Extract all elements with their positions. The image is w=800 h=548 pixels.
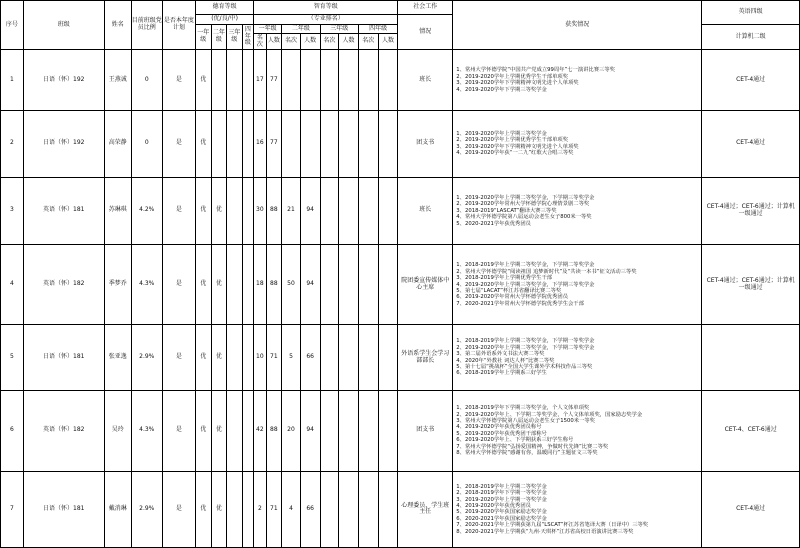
row-social-work: 院团委宣传媒体中心主席 [398,245,453,325]
row-rank-year-2: 21 [282,177,301,245]
row-party-ratio: 4.3% [131,390,162,471]
award-item: 1、2019-2020学年上学期三等奖学金 [456,131,547,138]
row-rank-year-2: 50 [282,245,301,325]
award-item: 7、常州大学怀德学院“弘扬爱国精神，争做时代先锋”比赛二等奖 [456,443,609,450]
header-english-cet4: 英语四级 [702,1,800,25]
row-social-work: 外语系学生会学习部部长 [398,325,453,390]
row-rank-year-3 [320,390,339,471]
award-item: 5、第十七届“挑战杯”全国大学生课外学术科技作品三等奖 [456,364,593,370]
award-item: 3、2019-2020学年上学期一等奖学金 [456,496,547,503]
row-people-year-3 [339,177,359,245]
row-rank-year-3 [320,471,339,547]
row-people-year-1: 77 [266,111,282,177]
row-english-computer: CET-4通过 [702,111,800,177]
award-item: 3、第二届外语系外文书法大赛二等奖 [456,351,545,358]
header-computer-level2: 计算机二级 [702,25,800,50]
row-moral-year-2: 优 [211,390,227,471]
row-party-ratio: 4.2% [131,177,162,245]
row-moral-year-3 [227,111,243,177]
header-moral-year-2: 二年级 [211,25,227,50]
row-people-year-2: 94 [300,177,320,245]
row-seq: 6 [1,390,24,471]
row-party-ratio: 2.9% [131,325,162,390]
row-social-work: 团支书 [398,111,453,177]
row-name: 高荣静 [104,111,131,177]
row-moral-year-2: 优 [211,245,227,325]
header-rank-3: 名次 [320,34,339,50]
row-people-year-4 [378,50,398,111]
row-people-year-3 [339,245,359,325]
row-name: 王燕诚 [104,50,131,111]
row-awards [453,50,702,111]
award-item: 2、2019-2020学年上学期二等奖学金，下学期二等奖学金 [456,344,595,351]
header-intel-year-1: 一年级 [254,25,282,34]
row-english-computer: CET-4通过 [702,50,800,111]
header-moral-year-4: 四年级 [242,25,253,50]
row-moral-year-4 [242,325,253,390]
award-item: 4、2019-2020学年获优秀团员称号 [456,424,542,431]
row-moral-year-2 [211,50,227,111]
row-people-year-2 [300,111,320,177]
award-item: 4、2020年“外教社 词达人杯”比赛二等奖 [456,357,555,364]
row-rank-year-2: 4 [282,471,301,547]
row-moral-year-4 [242,50,253,111]
header-rank-1: 名次 [254,34,266,50]
header-intel-year-4: 四年级 [358,25,397,34]
row-rank-year-3 [320,245,339,325]
row-people-year-2: 94 [300,245,320,325]
row-rank-year-3 [320,50,339,111]
award-item: 2、2019-2020学年上学期优秀学生干部单项奖 [456,137,568,144]
row-name: 张亚逸 [104,325,131,390]
row-name: 吴玲 [104,390,131,471]
row-moral-year-3 [227,390,243,471]
award-item: 4、2019-2020学年下学期三等奖学金 [456,86,547,93]
row-moral-year-4 [242,471,253,547]
row-people-year-3 [339,325,359,390]
row-english-computer: CET-4通过 [702,471,800,547]
row-rank-year-4 [358,471,378,547]
row-class: 日语（怀）181 [23,471,104,547]
header-moral-year-3: 三年级 [227,25,243,50]
row-people-year-4 [378,245,398,325]
table-row [1,390,800,471]
row-seq: 2 [1,111,24,177]
header-people-2: 人数 [300,34,320,50]
row-moral-year-4 [242,390,253,471]
award-item: 2、2019-2020学年上学期优秀学生干部单项奖 [456,73,568,80]
row-seq: 5 [1,325,24,390]
award-item: 5、2020-2021学年获优秀团员 [456,220,531,227]
row-party-ratio: 0 [131,111,162,177]
row-rank-year-2 [282,50,301,111]
row-rank-year-1: 2 [254,471,266,547]
award-item: 2、2019-2020学年上、下学期二等奖学金，个人文体单项奖，国家励志奖学金 [456,411,643,418]
row-rank-year-1: 16 [254,111,266,177]
row-people-year-3 [339,111,359,177]
header-class: 班级 [23,1,104,50]
row-seq: 7 [1,471,24,547]
table-row [1,177,800,245]
award-item: 5、2019-2020学年获优秀团干部称号 [456,430,547,437]
row-moral-year-1: 优 [196,325,212,390]
header-intel-grade: 智育等级 [254,1,398,15]
row-people-year-2: 66 [300,325,320,390]
header-intel-year-3: 三年级 [320,25,358,34]
row-english-computer [702,325,800,390]
row-rank-year-1: 18 [254,245,266,325]
table-row [1,50,800,111]
award-item: 6、2019-2020学年常州大学怀德学院优秀团员 [456,294,568,301]
row-awards [453,177,702,245]
award-item: 3、2019-2020学年下学期精神文明先进个人单项奖 [456,80,579,87]
row-people-year-1: 71 [266,325,282,390]
award-item: 4、常州大学怀德学院第八届运动会老生女子800米一等奖 [456,214,592,221]
award-item: 2、2018-2019学年下学期一等奖学金 [456,490,547,497]
row-english-computer: CET-4、CET-6通过 [702,390,800,471]
row-party-ratio: 2.9% [131,471,162,547]
row-rank-year-2: 5 [282,325,301,390]
row-name: 苏琳琪 [104,177,131,245]
header-moral-year-1: 一年级 [196,25,212,50]
row-moral-year-1: 优 [196,177,212,245]
header-rank-4: 名次 [358,34,378,50]
row-social-work: 心理委员，学生班主任 [398,471,453,547]
row-people-year-3 [339,390,359,471]
header-seq: 序号 [1,1,24,50]
row-people-year-4 [378,177,398,245]
row-moral-year-3 [227,325,243,390]
row-rank-year-4 [358,50,378,111]
row-moral-year-1: 优 [196,50,212,111]
row-moral-year-3 [227,245,243,325]
header-social-work: 社会工作 [398,1,453,15]
row-year-plan: 是 [162,50,195,111]
award-item: 5、2019-2020学年获国家励志奖学金 [456,509,547,516]
row-awards [453,245,702,325]
row-awards [453,390,702,471]
row-year-plan: 是 [162,325,195,390]
row-rank-year-3 [320,111,339,177]
row-people-year-4 [378,471,398,547]
row-rank-year-4 [358,390,378,471]
row-seq: 4 [1,245,24,325]
row-people-year-1: 77 [266,50,282,111]
header-moral-sub: (优/良/中) [196,15,254,25]
row-class: 日语（怀）181 [23,325,104,390]
header-moral-grade: 德育等级 [196,1,254,15]
row-rank-year-3 [320,325,339,390]
row-people-year-1: 88 [266,390,282,471]
row-moral-year-4 [242,245,253,325]
row-rank-year-4 [358,177,378,245]
row-people-year-4 [378,111,398,177]
row-moral-year-2: 优 [211,471,227,547]
row-name: 季梦乔 [104,245,131,325]
row-class: 英语（怀）182 [23,390,104,471]
award-item: 1、2019-2020学年上学期二等奖学金，下学期三等奖学金 [456,194,595,201]
award-item: 3、2019-2020学年下学期精神文明先进个人单项奖 [456,143,579,150]
row-class: 英语（怀）181 [23,177,104,245]
row-moral-year-1: 优 [196,471,212,547]
row-rank-year-1: 17 [254,50,266,111]
award-item: 1、2018-2019学年上学期二等奖学金，下学期二等奖学金 [456,262,595,269]
row-moral-year-2: 优 [211,177,227,245]
award-item: 6、2018-2019学年上学期系三好学生 [456,370,547,377]
row-moral-year-3 [227,50,243,111]
award-item: 4、2019-2020学年上学期三等奖学金，下学期三等奖学金 [456,281,595,288]
header-year-plan: 是否本年度计划 [162,1,195,50]
row-rank-year-1: 10 [254,325,266,390]
row-seq: 1 [1,50,24,111]
row-seq: 3 [1,177,24,245]
row-year-plan: 是 [162,245,195,325]
row-moral-year-3 [227,471,243,547]
row-people-year-1: 88 [266,245,282,325]
row-year-plan: 是 [162,390,195,471]
row-people-year-3 [339,471,359,547]
award-item: 3、常州大学怀德学院第八届运动会老生女子1500米一等奖 [456,417,595,424]
row-rank-year-4 [358,325,378,390]
row-rank-year-1: 30 [254,177,266,245]
award-item: 1、2018-2019学年上学期二等奖学金，下学期一等奖学金 [456,338,595,345]
award-item: 7、2020-2021学年常州大学怀德学院优秀学生会干部 [456,300,584,307]
row-people-year-2: 66 [300,471,320,547]
award-item: 7、2020-2021学年上学期获第九届“LSCAT”杯江苏省笔译大赛（日译中）三等奖 [456,522,649,529]
row-people-year-4 [378,390,398,471]
table-row [1,245,800,325]
row-rank-year-1: 42 [254,390,266,471]
row-people-year-4 [378,325,398,390]
table-row [1,111,800,177]
row-moral-year-4 [242,111,253,177]
row-people-year-3 [339,50,359,111]
award-item: 8、常州大学怀德学院“感谢有你，温暖同行”主题征文三等奖 [456,450,598,457]
table-body [1,50,800,548]
row-moral-year-1: 优 [196,245,212,325]
row-rank-year-2 [282,111,301,177]
award-item: 8、2020-2021学年上学期获“九州·天琪杯”江苏省高校日语演讲比赛三等奖 [456,528,634,535]
row-moral-year-2 [211,111,227,177]
row-social-work: 班长 [398,50,453,111]
row-moral-year-1: 优 [196,390,212,471]
row-moral-year-4 [242,177,253,245]
row-people-year-2: 94 [300,390,320,471]
row-awards [453,325,702,390]
award-item: 6、2019-2020学年上、下学期获系三好学生称号 [456,437,574,444]
row-party-ratio: 0 [131,50,162,111]
row-year-plan: 是 [162,111,195,177]
table-row [1,325,800,390]
row-people-year-2 [300,50,320,111]
header-people-1: 人数 [266,34,282,50]
row-class: 英语（怀）182 [23,245,104,325]
row-rank-year-3 [320,177,339,245]
header-intel-sub: （专业排名） [254,15,398,25]
row-awards [453,471,702,547]
award-item: 1、2018-2019学年下学期三等奖学金，个人文体单项奖 [456,405,590,412]
header-intel-year-2: 二年级 [282,25,320,34]
row-class: 日语（怀）192 [23,111,104,177]
award-item: 2、常州大学怀德学院“阅读祖国 追梦新时代”及“共读一本书”征文活动三等奖 [456,268,637,275]
row-class: 日语（怀）192 [23,50,104,111]
award-item: 4、2019-2020学年获优秀团员 [456,503,531,510]
row-name: 戴消琳 [104,471,131,547]
award-item: 4、2019-2020学年获“一二九”红歌大合唱三等奖 [456,150,574,157]
row-moral-year-1: 优 [196,111,212,177]
award-item: 5、第七届“LACAT”杯江苏省翻译比赛二等奖 [456,287,562,294]
award-item: 6、2020-2021学年获国家励志奖学金 [456,515,547,522]
row-year-plan: 是 [162,471,195,547]
header-social-status: 情况 [398,15,453,50]
row-rank-year-4 [358,245,378,325]
row-moral-year-2: 优 [211,325,227,390]
row-english-computer: CET-4通过；CET-6通过；计算机一级通过 [702,245,800,325]
row-rank-year-2: 20 [282,390,301,471]
row-social-work: 班长 [398,177,453,245]
header-rank-2: 名次 [282,34,301,50]
row-social-work: 团支书 [398,390,453,471]
award-item: 2、2019-2020学年常州大学怀德学院心理情景剧二等奖 [456,201,590,208]
award-item: 1、2018-2019学年上学期二等奖学金 [456,483,547,490]
header-name: 姓名 [104,1,131,50]
table-row [1,471,800,547]
row-awards [453,111,702,177]
row-year-plan: 是 [162,177,195,245]
row-party-ratio: 4.3% [131,245,162,325]
row-moral-year-3 [227,177,243,245]
header-party-ratio: 目前班级党员比例 [131,1,162,50]
award-item: 1、常州大学怀德学院“中国共产党成立99周年”七一演讲比赛三等奖 [456,67,615,74]
header-people-4: 人数 [378,34,398,50]
row-people-year-1: 88 [266,177,282,245]
award-item: 3、2018-2019学年上学期优秀学生干部 [456,275,553,282]
row-rank-year-4 [358,111,378,177]
row-people-year-1: 71 [266,471,282,547]
header-awards: 获奖情况 [453,1,702,50]
header-people-3: 人数 [339,34,359,50]
award-item: 3、2018-2019“LASCAT”翻译大赛三等奖 [456,207,557,214]
row-english-computer: CET-4通过；CET-6通过；计算机一级通过 [702,177,800,245]
